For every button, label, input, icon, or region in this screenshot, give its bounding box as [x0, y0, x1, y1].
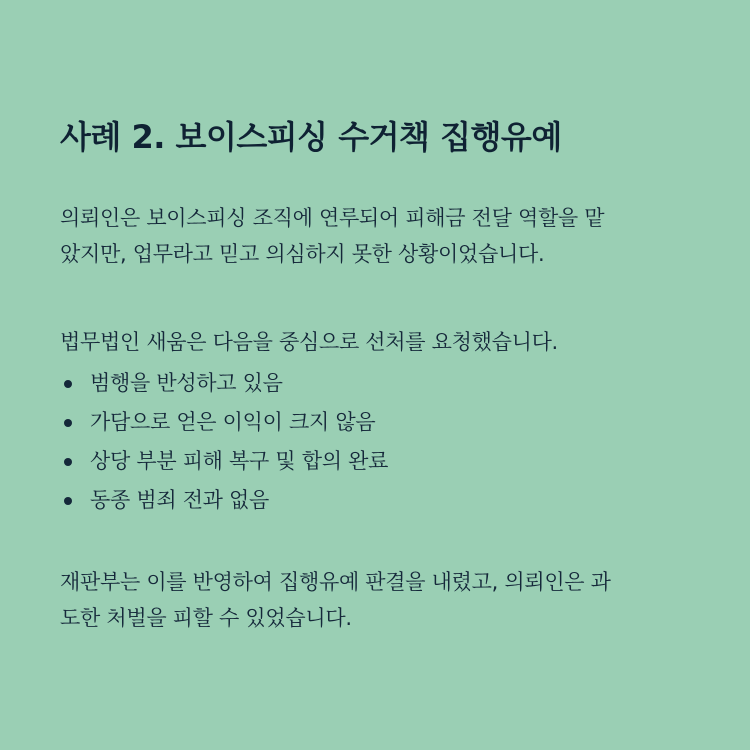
list-item	[60, 481, 388, 520]
defense-points-list	[60, 364, 388, 520]
case-description-line: 의뢰인은 보이스피싱 조직에 연루되어 피해금 전달 역할을 맡	[60, 206, 605, 230]
bullet-icon	[64, 419, 72, 427]
bullet-icon	[64, 380, 72, 388]
list-item-text: 상당 부분 피해 복구 및 합의 완료	[90, 449, 389, 473]
list-item	[60, 442, 388, 481]
case-title: 사례 2. 보이스피싱 수거책 집행유예	[60, 118, 562, 156]
bullet-icon	[64, 458, 72, 466]
list-item-text: 동종 범죄 전과 없음	[90, 488, 270, 512]
case-description	[60, 200, 700, 272]
case-outcome	[60, 564, 700, 636]
case-outcome-line: 재판부는 이를 반영하여 집행유예 판결을 내렸고, 의뢰인은 과	[60, 570, 611, 594]
list-item-text: 가담으로 얻은 이익이 크지 않음	[90, 410, 376, 434]
list-item	[60, 364, 388, 403]
defense-intro	[60, 324, 700, 360]
case-outcome-line: 도한 처벌을 피할 수 있었습니다.	[60, 606, 352, 630]
case-description-line: 았지만, 업무라고 믿고 의심하지 못한 상황이었습니다.	[60, 242, 545, 266]
bullet-icon	[64, 497, 72, 505]
defense-intro-text: 법무법인 새움은 다음을 중심으로 선처를 요청했습니다.	[60, 330, 558, 354]
list-item	[60, 403, 388, 442]
list-item-text: 범행을 반성하고 있음	[90, 371, 283, 395]
